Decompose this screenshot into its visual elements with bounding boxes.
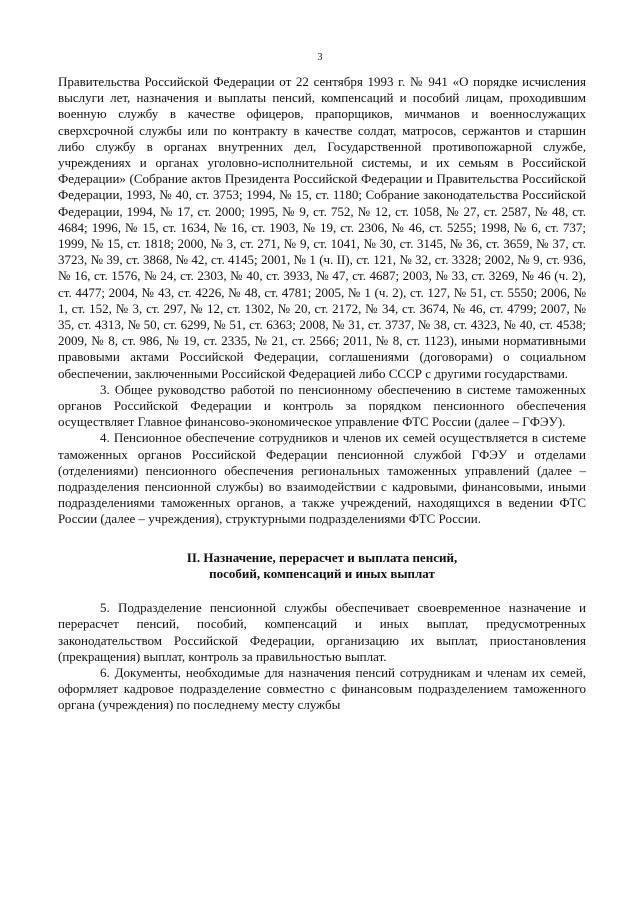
- paragraph-5: 5. Подразделение пенсионной службы обеспечивает своевременное назначение и перерасчет пенсий, пособий, компенсаций и иных выплат, предусмотренных законодательством Российской Федерации, организацию их выплат, приостановления (прекращения) выплат, контроль за правильностью выплат.: [58, 600, 586, 664]
- paragraph-continuation: Правительства Российской Федерации от 22 сентября 1993 г. № 941 «О порядке исчисления выслуги лет, назначения и выплаты пенсий, компенсаций и пособий лицам, проходившим военную службу в качестве офицеров, прапорщиков, мичманов и военнослужащих сверхсрочной службы или по контракту в качестве солдат, матросов, сержантов и старшин либо службу в органах внутренних дел, Государственной противопожарной службе, учреждениях и органах уголовно-исполнительной системы, и их семьям в Российской Федерации» (Собрание актов Президента Российской Федерации и Правительства Российской Федерации, 1993, № 40, ст. 3753; 1994, № 15, ст. 1180; Собрание законодательства Российской Федерации, 1994, № 17, ст. 2000; 1995, № 9, ст. 752, № 12, ст. 1058, № 27, ст. 2587, № 48, ст. 4684; 1996, № 15, ст. 1634, № 16, ст. 1903, № 19, ст. 2306, № 46, ст. 5255; 1998, № 6, ст. 737; 1999, № 15, ст. 1818; 2000, № 3, ст. 271, № 9, ст. 1041, № 30, ст. 3145, № 36, ст. 3659, № 37, ст. 3723, № 39, ст. 3868, № 42, ст. 4145; 2001, № 1 (ч. II), ст. 121, № 32, ст. 3328; 2002, № 9, ст. 936, № 16, ст. 1576, № 24, ст. 2303, № 40, ст. 3933, № 47, ст. 4687; 2003, № 33, ст. 3269, № 46 (ч. 2), ст. 4477; 2004, № 43, ст. 4226, № 48, ст. 4781; 2005, № 1 (ч. 2), ст. 127, № 51, ст. 5550; 2006, № 1, ст. 152, № 3, ст. 297, № 12, ст. 1302, № 20, ст. 2172, № 34, ст. 3674, № 46, ст. 4799; 2007, № 35, ст. 4313, № 50, ст. 6299, № 51, ст. 6363; 2008, № 31, ст. 3737, № 38, ст. 4323, № 40, ст. 4538; 2009, № 8, ст. 986, № 19, ст. 2335, № 21, ст. 2566; 2011, № 8, ст. 1123), иными нормативными правовыми актами Российской Федерации, соглашениями (договорами) о социальном обеспечении, заключенными Российской Федерацией либо СССР с другими государствами.: [58, 74, 586, 381]
- paragraph-4: 4. Пенсионное обеспечение сотрудников и членов их семей осуществляется в системе таможенных органов Российской Федерации пенсионной службой ГФЭУ и отделами (отделениями) пенсионного обеспечения региональных таможенных управлений (далее – подразделения пенсионной службы) во взаимодействии с кадровыми, финансовыми, иными подразделениями таможенных органов, а также учреждений, находящихся в ведении ФТС России (далее – учреждения), структурными подразделениями ФТС России.: [58, 430, 586, 527]
- section-heading-line-1: II. Назначение, перерасчет и выплата пенсий,: [186, 549, 458, 565]
- page-number: 3: [317, 52, 323, 63]
- section-heading: [58, 550, 586, 582]
- paragraph-6: 6. Документы, необходимые для назначения пенсий сотрудникам и членам их семей, оформляет кадровое подразделение совместно с финансовым подразделением таможенного органа (учреждения) по последнему месту службы: [58, 664, 586, 713]
- document-page: [58, 52, 586, 714]
- paragraph-3: 3. Общее руководство работой по пенсионному обеспечению в системе таможенных органов Российской Федерации и контроль за порядком пенсионного обеспечения осуществляет Главное финансово-экономическое управление ФТС России (далее – ГФЭУ).: [58, 381, 586, 430]
- section-heading-line-2: пособий, компенсаций и иных выплат: [209, 565, 435, 581]
